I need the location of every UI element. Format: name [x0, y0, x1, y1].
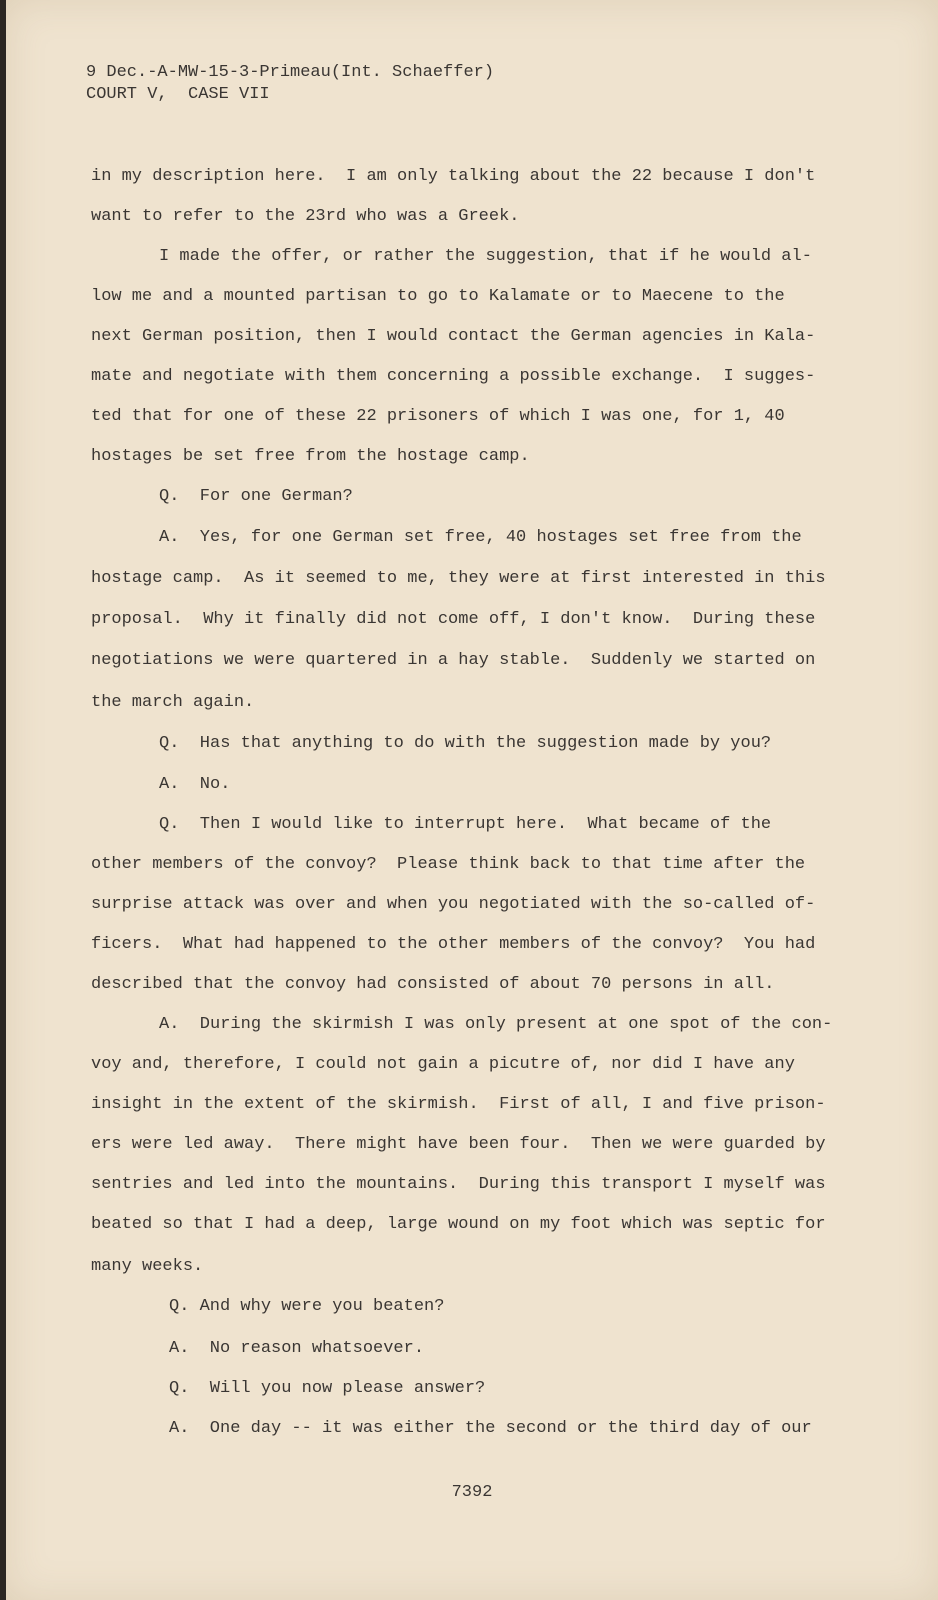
- text-line: negotiations we were quartered in a hay stable. Suddenly we started on: [91, 651, 816, 670]
- question-line: Q. And why were you beaten?: [169, 1297, 445, 1316]
- answer-line: A. No reason whatsoever.: [169, 1339, 425, 1358]
- text-line: I made the offer, or rather the suggestion, that if he would al-: [159, 247, 812, 266]
- text-line: insight in the extent of the skirmish. First of all, I and five prison-: [91, 1095, 826, 1114]
- answer-line: A. One day -- it was either the second or the third day of our: [169, 1419, 812, 1438]
- answer-line: A. Yes, for one German set free, 40 hostages set free from the: [159, 528, 802, 547]
- text-line: hostages be set free from the hostage camp.: [91, 447, 530, 466]
- text-line: many weeks.: [91, 1257, 204, 1276]
- text-line: ficers. What had happened to the other members of the convoy? You had: [91, 935, 816, 954]
- text-line: described that the convoy had consisted of about 70 persons in all.: [91, 975, 775, 994]
- text-line: hostage camp. As it seemed to me, they were at first interested in this: [91, 569, 826, 588]
- text-line: surprise attack was over and when you negotiated with the so-called of-: [91, 895, 816, 914]
- text-line: other members of the convoy? Please think back to that time after the: [91, 855, 806, 874]
- text-line: beated so that I had a deep, large wound on my foot which was septic for: [91, 1215, 826, 1234]
- answer-line: A. During the skirmish I was only present at one spot of the con-: [159, 1015, 833, 1034]
- text-line: next German position, then I would contact the German agencies in Kala-: [91, 327, 816, 346]
- header-line-session: 9 Dec.-A-MW-15-3-Primeau(Int. Schaeffer): [86, 63, 495, 82]
- question-line: Q. Then I would like to interrupt here. What became of the: [159, 815, 772, 834]
- question-line: Q. Will you now please answer?: [169, 1379, 486, 1398]
- header-line-court-case: COURT V, CASE VII: [86, 85, 270, 104]
- text-line: mate and negotiate with them concerning a possible exchange. I sugges-: [91, 367, 816, 386]
- page-number: 7392: [451, 1483, 493, 1502]
- page-header: [86, 62, 494, 106]
- text-line: the march again.: [91, 693, 255, 712]
- text-line: ted that for one of these 22 prisoners of which I was one, for 1, 40: [91, 407, 785, 426]
- question-line: Q. Has that anything to do with the suggestion made by you?: [159, 734, 772, 753]
- text-line: ers were led away. There might have been four. Then we were guarded by: [91, 1135, 826, 1154]
- document-page: [6, 0, 938, 1600]
- text-line: voy and, therefore, I could not gain a picutre of, nor did I have any: [91, 1055, 795, 1074]
- text-line: in my description here. I am only talking about the 22 because I don't: [91, 167, 816, 186]
- text-line: want to refer to the 23rd who was a Greek.: [91, 207, 520, 226]
- text-line: sentries and led into the mountains. During this transport I myself was: [91, 1175, 826, 1194]
- text-line: low me and a mounted partisan to go to Kalamate or to Maecene to the: [91, 287, 785, 306]
- answer-line: A. No.: [159, 775, 231, 794]
- question-line: Q. For one German?: [159, 487, 353, 506]
- text-line: proposal. Why it finally did not come off, I don't know. During these: [91, 610, 816, 629]
